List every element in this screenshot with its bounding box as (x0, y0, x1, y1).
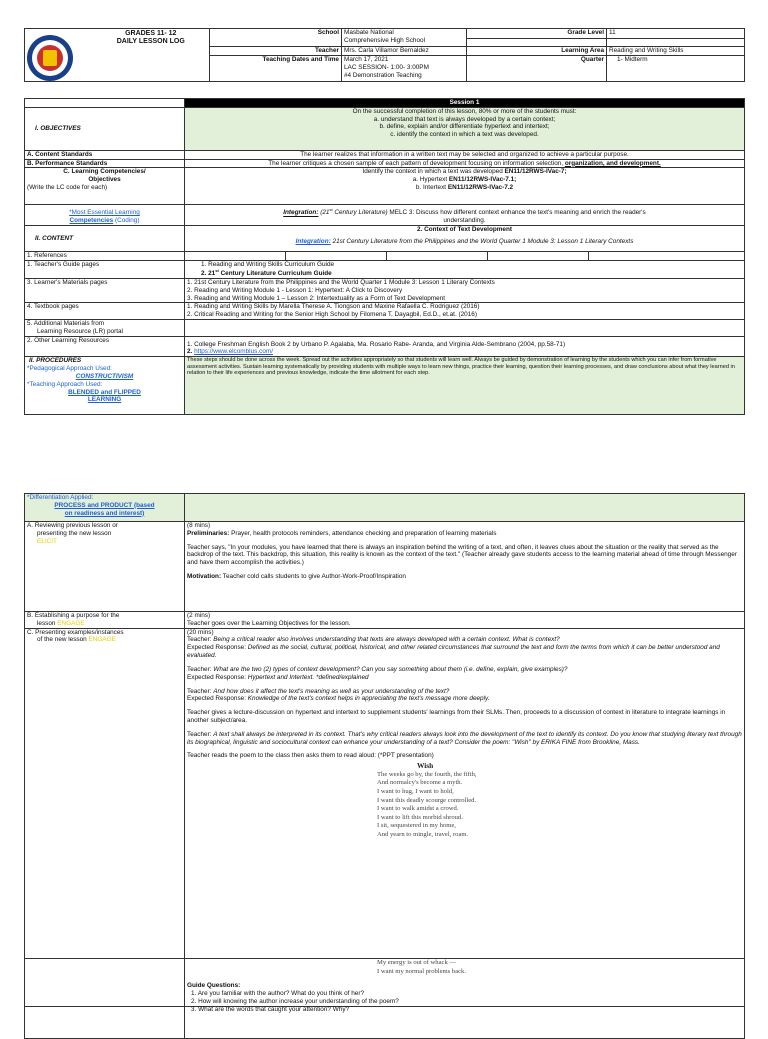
review-lesson-label: A. Reviewing previous lesson or presenting the new lesson ELICIT (25, 522, 185, 612)
procedures-text: These steps should be done across the week. Spread out the activities appropriately so that students will learn well. Always be guided by demonstration of learning by the students which you can infer from formative assessment activities. Sustain learning systematically by providing students with multiple ways to learn new things, practice their learning, question their learning processes, and draw conclusions about what they learned in relation to their life experiences and previous knowledge, indicate the time allotment for each step. (185, 357, 745, 415)
poem-line: I want to lift this morbid shroud. (377, 813, 463, 821)
melc-link[interactable]: *Most Essential Learning (69, 209, 140, 217)
poem-line: And normalcy's become a myth. (377, 779, 463, 787)
teachers-guide-label: 1. Teacher's Guide pages (25, 261, 185, 279)
integration-text: Integration: (21st Century Literature) MELC 3: Discuss how different context enhance the text's meaning and enrich the reader's understanding. (185, 205, 745, 226)
poem-line: And yearn to mingle, travel, roam. (377, 830, 469, 838)
poem-title: Wish (417, 761, 434, 771)
guide-question: 1. Are you familiar with the author? What do you think of her? (191, 989, 364, 997)
competencies-text: Identify the context in which a text was developed EN11/12RWS-IVac-7; a. Hypertext EN11/12RWS-IVac-7.1; b. Intertext EN11/12RWS-IVac-7.2 (185, 168, 745, 205)
additional-materials-text (185, 320, 745, 337)
learners-materials-text: 1. 21st Century Literature from the Philippines and the World Quarter 1 Module 3: Lesson 1 Literary Contexts 2. Reading and Writing Module 1 - Lesson 1: Hypertext: A Click to Discovery 3. Reading and Writing Module 1 – Lesson 2: Intertextuality as a Form of Text Development (185, 278, 745, 302)
grade-label: Grade Level (467, 29, 607, 39)
examples-text: (20 mins) Teacher: Being a critical reader also involves understanding that texts are always developed with a certain context. What is context? Expected Response: Defined as the social, cultural, political, historical, and other related circumstances that surround the text and form the terms from which it can be better understood and evaluated. Teacher: What are the two (2) types of context development? Can you say something about them (i.e. define, explain, give examples)? Expected Response: Hypertext and Intertext. *defined/explained Teacher: And how does it affect the text's meaning as well as your understanding of the text? Expected Response: Knowledge of the text's context helps in appreciating the text's message more deeply. Teacher gives a lecture-discussion on hypertext and intertext to supplement students' learnings from their SLMs. Then, proceeds to a discussion of context in literature to integrate learnings in another subject/area. Teacher: A text shall always be interpreted in its context. That's why critical readers always look into the development of the text to identify its context. Do you know that studying literary text through its biographical, linguistic and sociocultural context can enhance your understanding of a text? Consider the poem: "Wish" by ERIKA FINE from Brookline, Mass. Teacher reads the poem to the class then asks them to read aloud: (*PPT presentation) Wish The weeks go by, the fourth, the fifth, And normalcy's become a myth. I want to hug, I want to hold, I want this deadly scourge controlled. I want to walk amidst a crowd. I want to lift this morbid shroud. I sit, sequestered in my home, And yearn to mingle, travel, roam. (185, 628, 745, 1006)
continuation-table (24, 958, 745, 1039)
content-text: 2. Context of Text Development Integration: 21st Century Literature from the Philippines and the World Quarter 1 Module 3: Lesson 1 Literary Contexts (185, 226, 745, 252)
poem-line: I want my normal problems back. (377, 967, 466, 975)
area-value: Reading and Writing Skills (607, 47, 745, 56)
learners-materials-label: 3. Learner's Materials pages (25, 278, 185, 302)
title-dll: DAILY LESSON LOG (116, 38, 185, 46)
continuation-text (185, 959, 745, 1039)
poem-line: My energy is out of whack — (377, 959, 456, 966)
readiness-link[interactable]: on readiness and interest) (64, 509, 145, 517)
engage-tag-2: ENGAGE (88, 636, 116, 644)
textbook-text: 1. Reading and Writing Skills by Marella Therese A. Tiongson and Maxine Rafaella C. Rodriguez (2016) 2. Critical Reading and Writing for the Senior High School by Filomena T. Dayagbil, Ed.D., et.at. (2016) (185, 303, 745, 320)
quarter-value: 1- Midterm (607, 56, 745, 82)
teachers-guide-text: 1. Reading and Writing Skills Curriculum Guide 2. 21st Century Literature Curriculum Guide (185, 261, 745, 279)
constructivism-link[interactable]: CONSTRUCTIVISM (75, 372, 134, 380)
references-label: 1. References (25, 252, 185, 261)
teacher-label: Teacher (210, 47, 342, 56)
quarter-label: Quarter (467, 56, 607, 82)
differentiation-content (185, 494, 745, 522)
session-heading: Session 1 (185, 99, 745, 108)
other-resources-text: 1. College Freshman English Book 2 by Urbano P. Agalaba, Ma. Rosario Rabe- Aranda, and Virginia Alde-Sembrano (2004, pp.58-71) 2. https://www.elcomblus.com/ (185, 336, 745, 357)
differentiation-cell: *Differentiation Applied: PROCESS and PRODUCT (based on readiness and interest) (25, 494, 185, 522)
performance-standards-text: The learner critiques a chosen sample of each pattern of development focusing on information selection, organization, and development. (185, 159, 745, 168)
continuation-label (25, 959, 185, 1039)
additional-materials-label: 5. Additional Materials from Learning Resource (LR) portal (25, 320, 185, 337)
teacher-value: Mrs. Carla Villamor Bernaldez (342, 47, 467, 56)
guide-question: 2. How will knowing the author increase your understanding of the poem? (191, 997, 399, 1005)
deped-seal (27, 35, 73, 81)
dates-value: March 17, 2021 LAC SESSION- 1:00- 3:00PM #4 Demonstration Teaching (342, 56, 467, 82)
purpose-label: B. Establishing a purpose for the lesson ENGAGE (25, 612, 185, 629)
header-table (24, 28, 745, 82)
poem-line: I want this deadly scourge controlled. (377, 796, 477, 804)
school-label: School (210, 29, 342, 47)
poem-line: The weeks go by, the fourth, the fifth, (377, 770, 477, 778)
elcomblus-link[interactable]: https://www.elcomblus.com/ (194, 348, 273, 356)
area-label: Learning Area (467, 47, 607, 56)
purpose-text: (2 mins) Teacher goes over the Learning Objectives for the lesson. (185, 612, 745, 629)
guide-questions-label: Guide Questions: (187, 982, 241, 990)
procedures-label: II. PROCEDURES *Pedagogical Approach Used: CONSTRUCTIVISM *Teaching Approach Used: BLENDED and FLIPPED LEARNING (25, 357, 185, 415)
content-standards-label: A. Content Standards (25, 150, 185, 159)
poem-continued (187, 959, 742, 976)
grade-value: 11 (607, 29, 745, 39)
objectives-text: On the successful completion of this lesson, 80% or more of the students must: a. understand that text is always developed by a certain context; b. define, explain and/or differentiate hypertext and intertext; c. identify the context in which a text was developed. (185, 107, 745, 150)
school-value: Masbate National Comprehensive High School (342, 29, 467, 47)
content-label: II. CONTENT (25, 226, 185, 252)
lesson-table (24, 98, 745, 415)
textbook-label: 4. Textbook pages (25, 303, 185, 320)
guide-question: 3. What are the words that caught your attention? Why? (191, 1005, 350, 1013)
procedures-table (24, 493, 745, 1007)
flipped-link[interactable]: LEARNING (87, 396, 122, 404)
poem-line: I want to hug, I want to hold, (377, 787, 454, 795)
competencies-label: C. Learning Competencies/ Objectives (Write the LC code for each) (25, 168, 185, 205)
title-grades: GRADES 11- 12 (125, 30, 177, 37)
content-standards-text: The learner realizes that information in a written text may be selected and organized to achieve a particular purpose. (185, 150, 745, 159)
blended-link[interactable]: BLENDED and FLIPPED (68, 388, 141, 396)
poem-wish (187, 761, 742, 839)
performance-standards-label: B. Performance Standards (25, 159, 185, 168)
review-lesson-text: (8 mins) Preliminaries: Prayer, health protocols reminders, attendance checking and preparation of learning materials Teacher says, "In your modules, you have learned that there is always an inspiration behind the writing of a text, and often, it leaves clues about the situation or the reality that served as the backdrop of the text. This backdrop, this situation, this reality is known as the context of the text." (Teacher already gave students access to the learning material ahead of time through Messenger and have them accomplish the activities.) Motivation: Teacher cold calls students to give Author-Work-Proof/Inspiration (185, 522, 745, 612)
engage-tag-1: ENGAGE (57, 619, 85, 627)
references-grid (185, 252, 745, 261)
melc-link-2[interactable]: Competencies (69, 217, 114, 225)
elicit-tag: ELICIT (37, 537, 57, 545)
melc-cell: *Most Essential Learning Competencies (Coding) (25, 205, 185, 226)
objectives-label: I. OBJECTIVES (25, 107, 185, 150)
examples-label: C. Presenting examples/instances of the new lesson ENGAGE (25, 628, 185, 1006)
poem-line: I want to walk amidst a crowd. (377, 805, 459, 813)
other-resources-label: 2. Other Learning Resources (25, 336, 185, 357)
poem-line: I sit, sequestered in my home, (377, 822, 456, 830)
process-product-link[interactable]: PROCESS and PRODUCT (based (54, 501, 155, 509)
content-integration-link[interactable]: Integration: (295, 238, 331, 245)
dates-label: Teaching Dates and Time (210, 56, 342, 82)
